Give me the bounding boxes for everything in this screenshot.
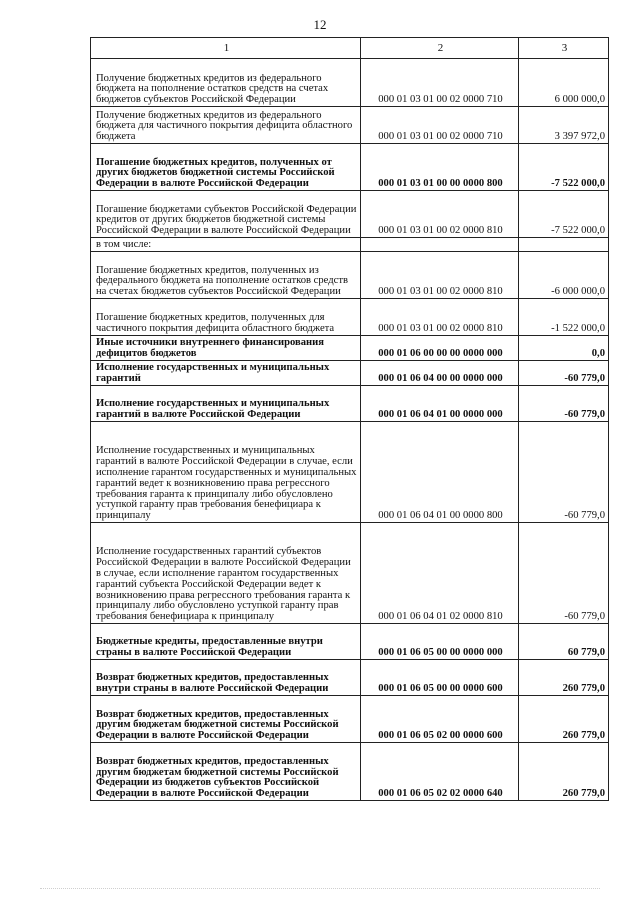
row-amount: 60 779,0	[519, 624, 609, 660]
table-row	[91, 144, 609, 191]
table-body	[91, 59, 609, 801]
row-amount: -7 522 000,0	[519, 144, 609, 191]
table-row	[91, 238, 609, 252]
table-row	[91, 624, 609, 660]
row-code: 000 01 06 04 01 00 0000 800	[361, 422, 519, 523]
row-code: 000 01 03 01 00 00 0000 800	[361, 144, 519, 191]
row-name: Исполнение государственных и муниципальных гарантий в валюте Российской Федерации в случае, если исполнение гарантом государственных и муниципальных гарантий ведет к возникновению права регрессного требования гаранта к принципалу либо обусловлено уступкой гаранту прав требования бенефициара к принципалу	[91, 422, 361, 523]
row-code: 000 01 06 04 01 02 0000 810	[361, 523, 519, 624]
table-row	[91, 299, 609, 336]
row-name: Погашение бюджетных кредитов, полученных из федерального бюджета на пополнение остатков средств на счетах бюджетов субъектов Российской Федерации	[91, 252, 361, 299]
row-name: Погашение бюджетных кредитов, полученных от других бюджетов бюджетной системы Российской Федерации в валюте Российской Федерации	[91, 144, 361, 191]
header-col-code: 2	[361, 38, 519, 59]
row-amount: -7 522 000,0	[519, 191, 609, 238]
row-amount: 3 397 972,0	[519, 107, 609, 144]
table-row	[91, 361, 609, 386]
row-amount	[519, 238, 609, 252]
row-amount: -60 779,0	[519, 523, 609, 624]
table-row	[91, 191, 609, 238]
row-amount: 260 779,0	[519, 696, 609, 743]
row-name: Иные источники внутреннего финансирования дефицитов бюджетов	[91, 336, 361, 361]
table-row	[91, 523, 609, 624]
row-code: 000 01 06 05 02 02 0000 640	[361, 743, 519, 801]
header-col-name: 1	[91, 38, 361, 59]
table-row	[91, 59, 609, 107]
row-name: в том числе:	[91, 238, 361, 252]
row-code: 000 01 06 05 00 00 0000 600	[361, 660, 519, 696]
row-name: Исполнение государственных и муниципальных гарантий в валюте Российской Федерации	[91, 386, 361, 422]
row-code: 000 01 03 01 00 02 0000 810	[361, 252, 519, 299]
row-name: Погашение бюджетами субъектов Российской Федерации кредитов от других бюджетов бюджетной системы Российской Федерации в валюте Российской Федерации	[91, 191, 361, 238]
table-row	[91, 696, 609, 743]
row-code: 000 01 03 01 00 02 0000 710	[361, 59, 519, 107]
row-code: 000 01 06 04 00 00 0000 000	[361, 361, 519, 386]
row-code: 000 01 06 05 00 00 0000 000	[361, 624, 519, 660]
page-number: 12	[313, 17, 327, 32]
scan-edge-artifact	[40, 888, 600, 890]
row-amount: 260 779,0	[519, 743, 609, 801]
table-row	[91, 386, 609, 422]
row-code	[361, 238, 519, 252]
row-amount: -1 522 000,0	[519, 299, 609, 336]
table-row	[91, 422, 609, 523]
row-amount: 6 000 000,0	[519, 59, 609, 107]
header-col-amount: 3	[519, 38, 609, 59]
row-amount: 260 779,0	[519, 660, 609, 696]
row-name: Исполнение государственных гарантий субъектов Российской Федерации в валюте Российской Федерации в случае, если исполнение гарантом государственных гарантий субъекта Российской Федерации ведет к возникновению права регрессного требования гаранта к принципалу либо обусловлено уступкой гаранту прав требования бенефициара к принципалу	[91, 523, 361, 624]
table-row	[91, 252, 609, 299]
row-amount: -60 779,0	[519, 361, 609, 386]
budget-sources-table	[90, 37, 609, 801]
row-amount: 0,0	[519, 336, 609, 361]
row-name: Возврат бюджетных кредитов, предоставленных другим бюджетам бюджетной системы Российской Федерации в валюте Российской Федерации	[91, 696, 361, 743]
table-row	[91, 107, 609, 144]
row-code: 000 01 06 04 01 00 0000 000	[361, 386, 519, 422]
row-name: Бюджетные кредиты, предоставленные внутри страны в валюте Российской Федерации	[91, 624, 361, 660]
row-name: Возврат бюджетных кредитов, предоставленных другим бюджетам бюджетной системы Российской Федерации из бюджетов субъектов Российской Федерации в валюте Российской Федерации	[91, 743, 361, 801]
row-code: 000 01 03 01 00 02 0000 810	[361, 299, 519, 336]
table-row	[91, 336, 609, 361]
row-amount: -6 000 000,0	[519, 252, 609, 299]
row-code: 000 01 06 00 00 00 0000 000	[361, 336, 519, 361]
row-amount: -60 779,0	[519, 422, 609, 523]
row-name: Возврат бюджетных кредитов, предоставленных внутри страны в валюте Российской Федерации	[91, 660, 361, 696]
row-code: 000 01 03 01 00 02 0000 810	[361, 191, 519, 238]
table-header-row	[91, 38, 609, 59]
row-code: 000 01 06 05 02 00 0000 600	[361, 696, 519, 743]
row-name: Получение бюджетных кредитов из федерального бюджета на пополнение остатков средств на счетах бюджетов субъектов Российской Федерации	[91, 59, 361, 107]
row-name: Погашение бюджетных кредитов, полученных для частичного покрытия дефицита областного бюджета	[91, 299, 361, 336]
table-row	[91, 743, 609, 801]
row-amount: -60 779,0	[519, 386, 609, 422]
row-name: Исполнение государственных и муниципальных гарантий	[91, 361, 361, 386]
table-row	[91, 660, 609, 696]
row-code: 000 01 03 01 00 02 0000 710	[361, 107, 519, 144]
row-name: Получение бюджетных кредитов из федерального бюджета для частичного покрытия дефицита областного бюджета	[91, 107, 361, 144]
